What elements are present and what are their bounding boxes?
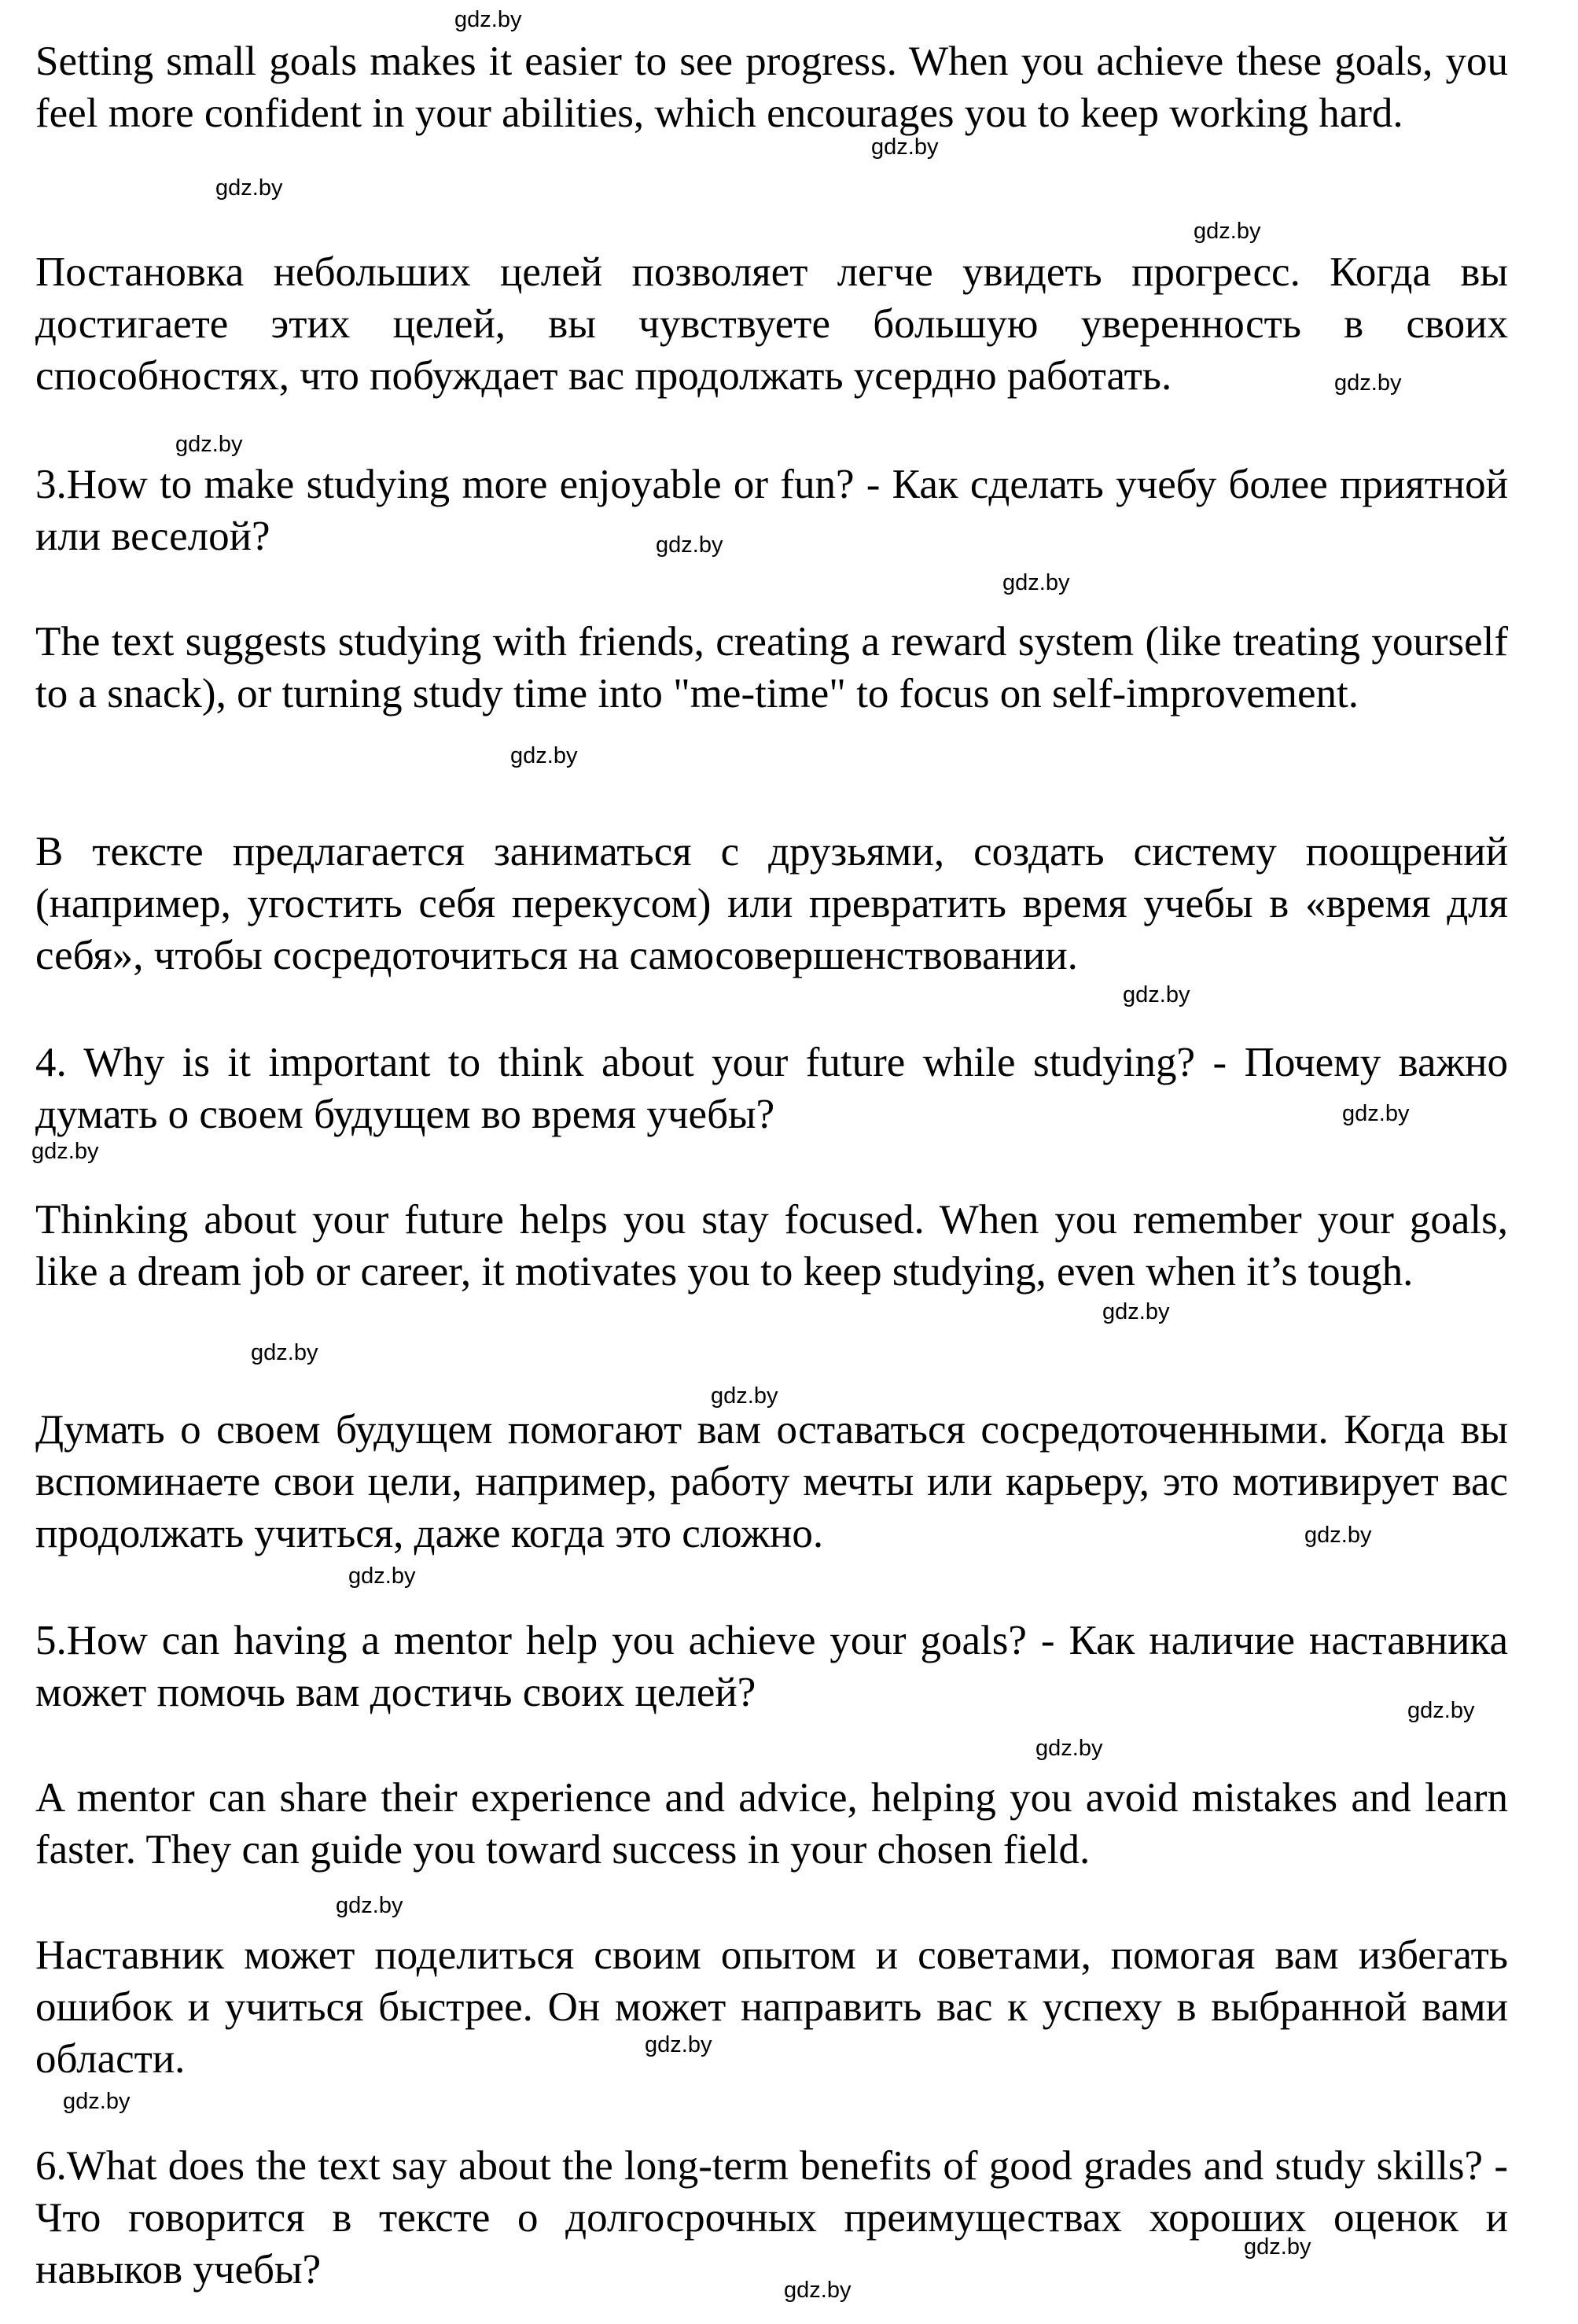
answer-4-ru: Думать о своем будущем помогают вам оставаться сосредоточенными. Когда вы вспоминаете свои цели, например, работу мечты или карьеру, это мотивирует вас продолжать учиться, даже когда это сложно. bbox=[35, 1407, 1508, 1556]
watermark: gdz.by bbox=[1194, 219, 1261, 244]
question-4: 4. Why is it important to think about your future while studying? - Почему важно думать о своем будущем во время учебы? bbox=[35, 1040, 1508, 1137]
watermark: gdz.by bbox=[63, 2089, 131, 2114]
answer-3-en: The text suggests studying with friends, creating a reward system (like treating yourself to a snack), or turning study time into "me-time" to focus on self-improvement. bbox=[35, 619, 1508, 716]
answer-4-en: Thinking about your future helps you stay focused. When you remember your goals, like a dream job or career, it motivates you to keep studying, even when it’s tough. bbox=[35, 1197, 1508, 1295]
watermark: gdz.by bbox=[1334, 370, 1402, 396]
watermark: gdz.by bbox=[656, 532, 723, 558]
watermark: gdz.by bbox=[336, 1893, 403, 1918]
watermark: gdz.by bbox=[1123, 982, 1190, 1007]
watermark: gdz.by bbox=[1035, 1736, 1103, 1761]
question-5: 5.How can having a mentor help you achieve your goals? - Как наличие наставника может помочь вам достичь своих целей? bbox=[35, 1618, 1508, 1715]
watermark: gdz.by bbox=[1407, 1698, 1475, 1723]
watermark: gdz.by bbox=[711, 1383, 778, 1409]
watermark: gdz.by bbox=[645, 2032, 712, 2057]
watermark: gdz.by bbox=[871, 134, 939, 160]
watermark: gdz.by bbox=[1342, 1101, 1410, 1126]
watermark: gdz.by bbox=[1002, 570, 1070, 595]
watermark: gdz.by bbox=[215, 175, 283, 201]
answer-3-ru: В тексте предлагается заниматься с друзьями, создать систему поощрений (например, угостить себя перекусом) или превратить время учебы в «время для себя», чтобы сосредоточиться на самосовершенствовании. bbox=[35, 829, 1508, 978]
watermark: gdz.by bbox=[454, 7, 522, 32]
paragraph-small-goals-en: Setting small goals makes it easier to see progress. When you achieve these goals, you feel more confident in your abilities, which encourages you to keep working hard. bbox=[35, 39, 1508, 136]
question-3: 3.How to make studying more enjoyable or fun? - Как сделать учебу более приятной или веселой? bbox=[35, 462, 1508, 559]
watermark: gdz.by bbox=[348, 1563, 416, 1589]
watermark: gdz.by bbox=[1304, 1523, 1372, 1548]
watermark: gdz.by bbox=[31, 1139, 99, 1164]
question-6: 6.What does the text say about the long-term benefits of good grades and study skills? - Что говорится в тексте о долгосрочных преимуществах хороших оценок и навыков учебы? bbox=[35, 2143, 1508, 2293]
watermark: gdz.by bbox=[1102, 1299, 1170, 1324]
watermark: gdz.by bbox=[784, 2278, 852, 2303]
watermark: gdz.by bbox=[510, 743, 578, 768]
answer-5-en: A mentor can share their experience and advice, helping you avoid mistakes and learn faster. They can guide you toward success in your chosen field. bbox=[35, 1775, 1508, 1873]
answer-5-ru: Наставник может поделиться своим опытом и советами, помогая вам избегать ошибок и учиться быстрее. Он может направить вас к успеху в выбранной вами области. bbox=[35, 1932, 1508, 2082]
watermark: gdz.by bbox=[1244, 2234, 1311, 2260]
watermark: gdz.by bbox=[251, 1340, 318, 1365]
watermark: gdz.by bbox=[175, 432, 243, 457]
paragraph-small-goals-ru: Постановка небольших целей позволяет легче увидеть прогресс. Когда вы достигаете этих целей, вы чувствуете большую уверенность в своих способностях, что побуждает вас продолжать усердно работать. bbox=[35, 249, 1508, 399]
